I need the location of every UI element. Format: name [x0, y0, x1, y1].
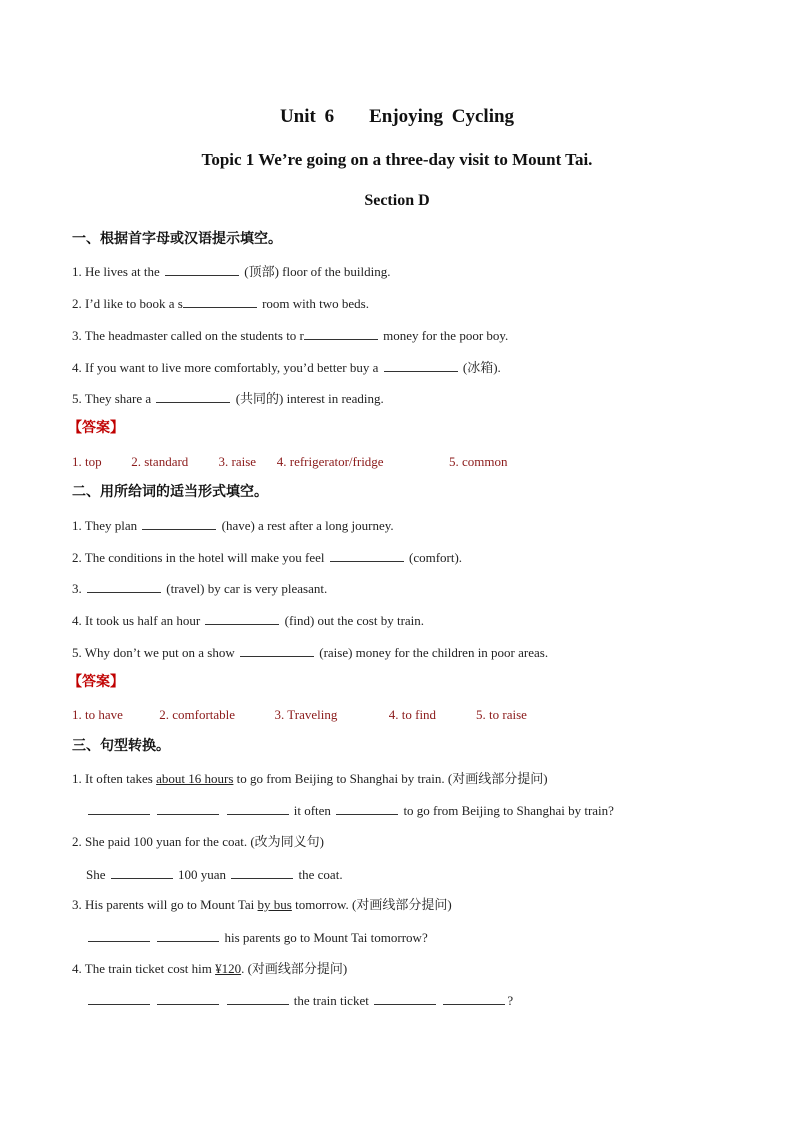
part3-answer-line-3 [86, 929, 428, 946]
part1-question-3 [72, 327, 508, 344]
answer-line-text: to go from Beijing to Shanghai by train? [403, 803, 614, 818]
part3-heading: 三、句型转换。 [72, 739, 170, 754]
answer-item: 2. comfortable [159, 707, 236, 722]
answer-blank [227, 802, 289, 815]
answer-blank [142, 517, 216, 530]
answer-item: 4. to find [388, 707, 437, 722]
part2-heading: 二、用所给词的适当形式填空。 [72, 485, 268, 500]
part1-answers [72, 454, 508, 470]
part2-question-2 [72, 549, 462, 566]
question-text: 4. It took us half an hour [72, 613, 201, 628]
answer-blank [374, 992, 436, 1005]
question-text: room with two beds. [262, 296, 369, 311]
answer-line-text: 100 yuan [178, 867, 227, 882]
answer-blank [157, 992, 219, 1005]
part3-question-4 [72, 961, 347, 977]
answer-line-text: She [86, 867, 106, 882]
question-text: (raise) money for the children in poor areas. [319, 645, 549, 660]
answer-blank [88, 992, 150, 1005]
answer-item: 1. to have [72, 707, 123, 722]
part3-question-3 [72, 897, 452, 913]
part1-question-2 [72, 295, 369, 312]
answer-line-text: his parents go to Mount Tai tomorrow? [224, 930, 428, 945]
question-text: 5. They share a [72, 391, 152, 406]
answer-blank [304, 327, 378, 340]
answer-line-text: the coat. [298, 867, 343, 882]
answer-blank [183, 295, 257, 308]
part3-answer-line-2 [86, 866, 343, 883]
answer-blank [240, 644, 314, 657]
answer-blank [384, 359, 458, 372]
part2-question-3 [72, 580, 327, 597]
part2-question-4 [72, 612, 424, 629]
question-text: 3. His parents will go to Mount Tai [72, 897, 255, 912]
part3-question-1 [72, 771, 548, 787]
answer-blank [330, 549, 404, 562]
question-text: (have) a rest after a long journey. [221, 518, 394, 533]
question-text: (comfort). [408, 550, 463, 565]
question-text: 1. It often takes [72, 771, 153, 786]
answer-blank [87, 580, 161, 593]
answer-item: 5. to raise [476, 707, 527, 722]
part2-answers [72, 707, 527, 723]
topic-title: Topic 1 We’re going on a three-day visit to Mount Tai. [201, 150, 593, 169]
question-text: to go from Beijing to Shanghai by train. (对画线部分提问) [236, 771, 548, 786]
answer-line-text: the train ticket [293, 993, 369, 1008]
part1-answer-label: 【答案】 [68, 421, 124, 436]
part1-question-5 [72, 390, 384, 407]
answer-blank [88, 929, 150, 942]
answer-blank [88, 802, 150, 815]
question-text: 3. [72, 581, 82, 596]
part3-answer-line-1 [86, 802, 614, 819]
answer-blank [111, 866, 173, 879]
answer-blank [336, 802, 398, 815]
answer-blank [165, 263, 239, 276]
question-text: 4. The train ticket cost him [72, 961, 212, 976]
part1-question-1 [72, 263, 390, 280]
question-text: 2. I’d like to book a s [72, 296, 183, 311]
question-text: tomorrow. (对画线部分提问) [295, 897, 452, 912]
answer-blank [231, 866, 293, 879]
question-text: 1. They plan [72, 518, 138, 533]
part2-question-1 [72, 517, 394, 534]
underlined-phrase: by bus [257, 897, 292, 912]
answer-blank [157, 802, 219, 815]
question-text: money for the poor boy. [383, 328, 509, 343]
answer-line-text: it often [293, 803, 331, 818]
question-text: (顶部) floor of the building. [244, 264, 391, 279]
question-text: 2. She paid 100 yuan for the coat. (改为同义句) [72, 834, 325, 849]
answer-blank [156, 390, 230, 403]
part1-heading: 一、根据首字母或汉语提示填空。 [72, 232, 282, 247]
part1-question-4 [72, 359, 501, 376]
answer-blank [227, 992, 289, 1005]
question-text: (冰箱). [462, 360, 501, 375]
question-text: 1. He lives at the [72, 264, 160, 279]
part3-question-2 [72, 834, 324, 850]
part2-question-5 [72, 644, 548, 661]
answer-blank [157, 929, 219, 942]
question-text: (travel) by car is very pleasant. [166, 581, 328, 596]
part3-answer-line-4 [86, 992, 513, 1009]
question-text: 3. The headmaster called on the students to r [72, 328, 304, 343]
answer-blank [205, 612, 279, 625]
unit-title: Unit 6 Enjoying Cycling [279, 106, 515, 127]
answer-item: 3. raise [218, 454, 257, 469]
question-text: 5. Why don’t we put on a show [72, 645, 235, 660]
answer-item: 4. refrigerator/fridge [276, 454, 384, 469]
underlined-phrase: about 16 hours [156, 771, 234, 786]
answer-item: 1. top [72, 454, 102, 469]
part2-answer-label: 【答案】 [68, 675, 124, 690]
section-title: Section D [364, 192, 430, 209]
question-text: (find) out the cost by train. [284, 613, 425, 628]
question-text: (共同的) interest in reading. [235, 391, 384, 406]
question-text: . (对画线部分提问) [241, 961, 348, 976]
answer-item: 3. Traveling [274, 707, 338, 722]
answer-item: 2. standard [131, 454, 189, 469]
underlined-phrase: ¥120 [215, 961, 242, 976]
question-text: 2. The conditions in the hotel will make you feel [72, 550, 325, 565]
answer-line-text: ? [507, 993, 514, 1008]
answer-item: 5. common [449, 454, 508, 469]
answer-blank [443, 992, 505, 1005]
question-text: 4. If you want to live more comfortably, you’d better buy a [72, 360, 379, 375]
